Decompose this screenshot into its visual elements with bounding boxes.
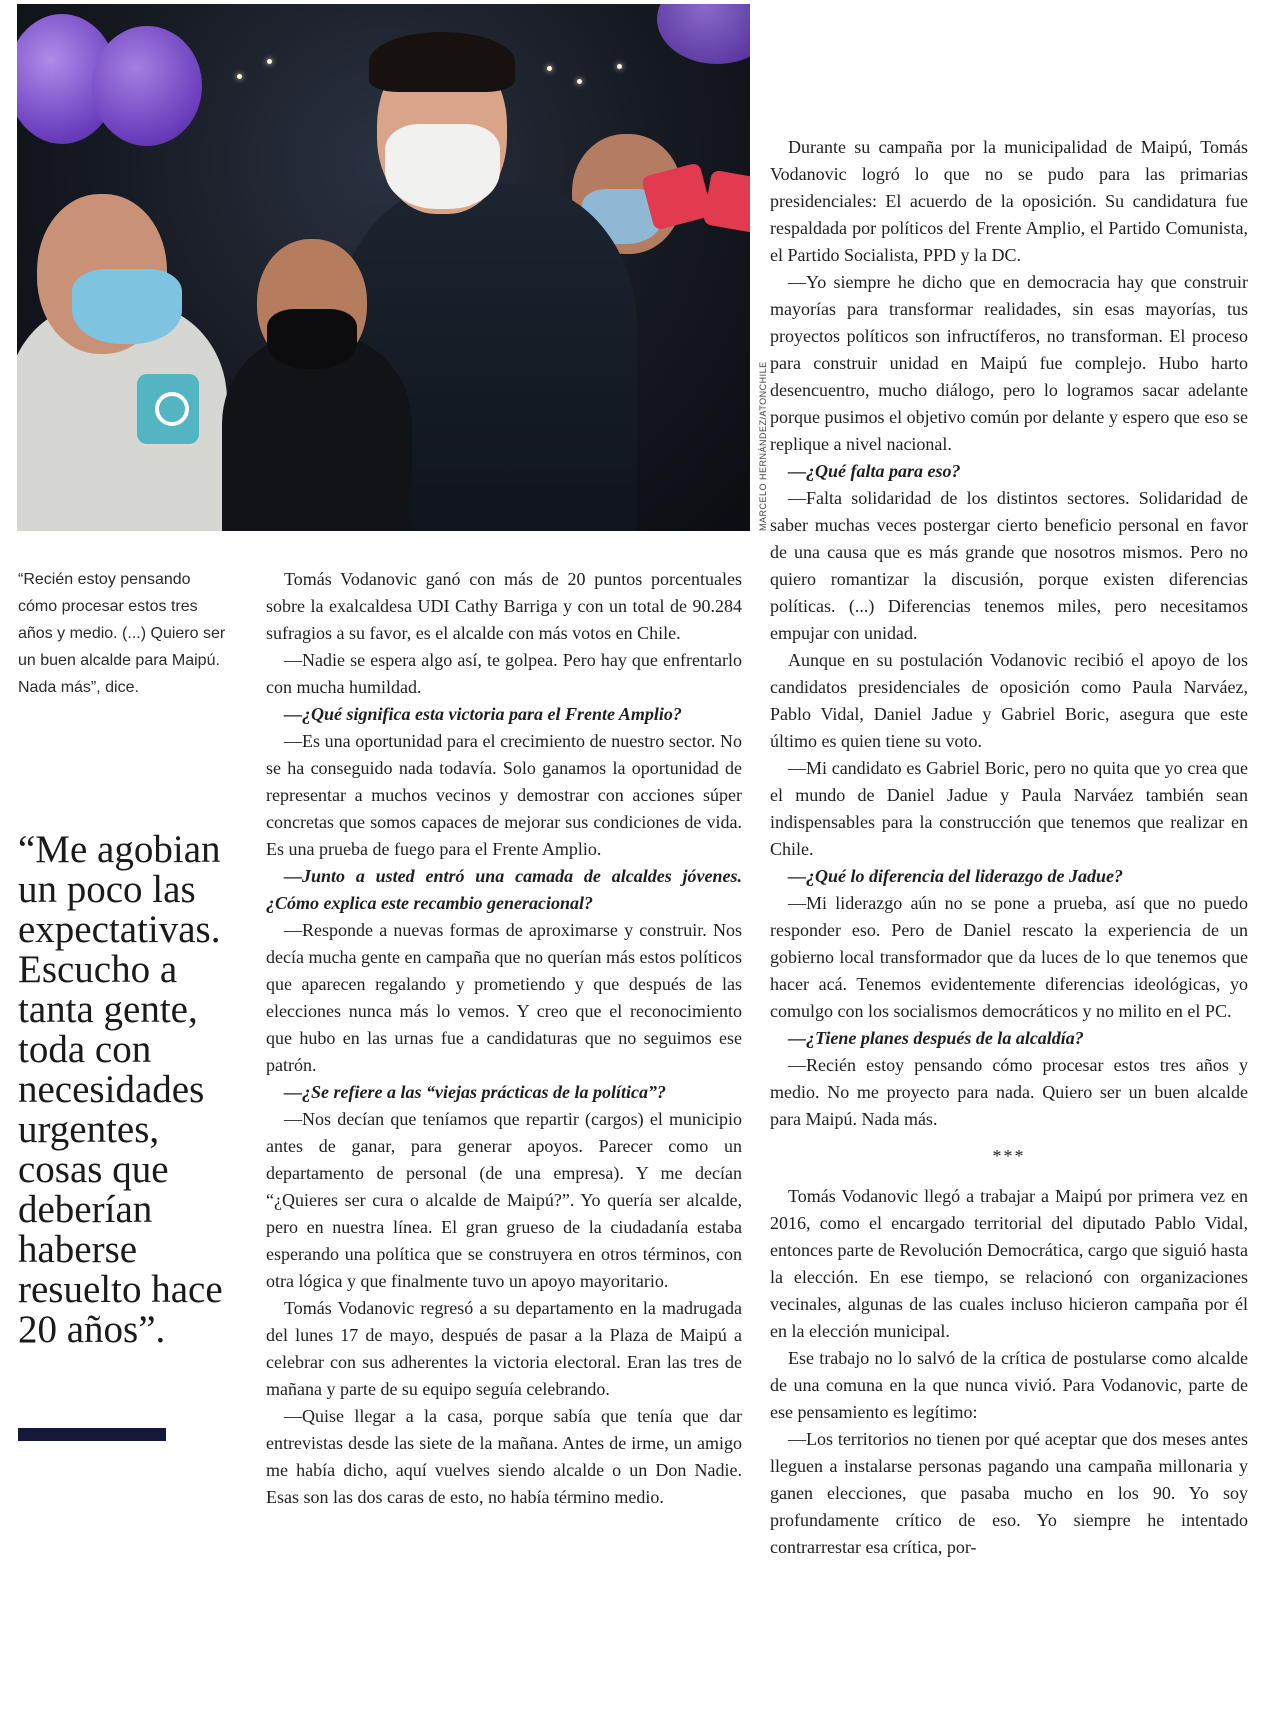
face-mask [385,124,500,209]
background-light [267,59,272,64]
paragraph: —Recién estoy pensando cómo procesar estos tres años y medio. No me proyecto para nada. Quiero ser un buen alcalde para Maipú. Nada más. [770,1055,1248,1129]
paragraph: —Quise llegar a la casa, porque sabía que tenía que dar entrevistas desde las siete de la mañana. Antes de irme, un amigo me había dicho, aquí vuelves siendo alcalde o un Don Nadie. Esas son las dos caras de esto, no había término medio. [266,1406,742,1507]
interview-question: —¿Se refiere a las “viejas prácticas de la política”? [284,1082,666,1102]
paragraph: Ese trabajo no lo salvó de la crítica de postularse como alcalde de una comuna en la que nunca vivió. Para Vodanovic, parte de ese pensamiento es legítimo: [770,1348,1248,1422]
pull-quote: “Me agobian un poco las expectativas. Escucho a tanta gente, toda con necesidades urgentes, cosas que deberían haberse resuelto hace 20 años”. [18,828,223,1351]
background-light [577,79,582,84]
background-light [237,74,242,79]
paragraph: Durante su campaña por la municipalidad de Maipú, Tomás Vodanovic logró lo que no se pudo para las primarias presidenciales: El acuerdo de la oposición. Su candidatura fue respaldada por políticos del Frente Amplio, el Partido Comunista, el Partido Socialista, PPD y la DC. [770,137,1248,265]
person-center-hair [369,32,515,92]
paragraph: —Los territorios no tienen por qué aceptar que dos meses antes lleguen a instalarse personas pagando una campaña millonaria y ganen elecciones, que pasaba mucho en los 90. Yo soy profundamente crítico de eso. Yo siempre he intentado contrarrestar esa crítica, por- [770,1429,1248,1557]
paragraph: —Nos decían que teníamos que repartir (cargos) el municipio antes de ganar, para generar apoyos. Parecer como un departamento de personal (de una empresa). Y me decían “¿Quieres ser cura o alcalde de Maipú?”. Yo quería ser alcalde, pero en nuestra línea. El gran grueso de la ciudadanía estaba esperando una política que se construyera en otros términos, con otra lógica y que finalmente tuvo un apoyo mayoritario. [266,1109,742,1291]
paragraph: Tomás Vodanovic regresó a su departamento en la madrugada del lunes 17 de mayo, después de pasar a la Plaza de Maipú a celebrar con sus adherentes la victoria electoral. Eran las tres de mañana y parte de su equipo seguía celebrando. [266,1298,742,1399]
paragraph: —Mi candidato es Gabriel Boric, pero no quita que yo crea que el mundo de Daniel Jadue y Paula Narváez también sean indispensables para la construcción que tenemos que realizar en Chile. [770,758,1248,859]
paragraph: —Es una oportunidad para el crecimiento de nuestro sector. No se ha conseguido nada todavía. Solo ganamos la oportunidad de representar a muchos vecinos y demostrar con acciones súper concretas que somos capaces de mejorar sus condiciones de vida. Es una prueba de fuego para el Frente Amplio. [266,731,742,859]
interview-question: —¿Qué lo diferencia del liderazgo de Jadue? [788,866,1123,886]
photo-caption: “Recién estoy pensando cómo procesar estos tres años y medio. (...) Quiero ser un buen alcalde para Maipú. Nada más”, dice. [18,571,226,696]
microphone-icon [137,374,199,444]
face-mask [267,309,357,369]
paragraph: —Nadie se espera algo así, te golpea. Pero hay que enfrentarlo con mucha humildad. [266,650,742,697]
microphone-icon [703,170,750,234]
paragraph: Tomás Vodanovic llegó a trabajar a Maipú por primera vez en 2016, como el encargado territorial del diputado Pablo Vidal, entonces parte de Revolución Democrática, cargo que siguió hasta la elección. En ese tiempo, se relacionó con organizaciones vecinales, algunas de las cuales incluso hicieron campaña por él en la elección municipal. [770,1186,1248,1341]
balloon [92,26,202,146]
interview-question: —Junto a usted entró una camada de alcaldes jóvenes. ¿Cómo explica este recambio generacional? [266,866,742,913]
accent-rule [18,1428,166,1441]
article-column-middle [266,566,742,1511]
paragraph: Aunque en su postulación Vodanovic recibió el apoyo de los candidatos presidenciales de oposición como Paula Narváez, Pablo Vidal, Daniel Jadue y Gabriel Boric, asegura que este último es quien tiene su voto. [770,650,1248,751]
interview-question: —¿Qué significa esta victoria para el Frente Amplio? [284,704,682,724]
paragraph: —Falta solidaridad de los distintos sectores. Solidaridad de saber muchas veces postergar cierto beneficio personal en favor de una causa que es más grande que nosotros mismos. Pero no quiero romantizar la discusión, porque existen diferencias políticas. (...) Diferencias tenemos miles, pero necesitamos empujar con unidad. [770,488,1248,643]
face-mask [72,269,182,344]
article-photo [17,4,750,531]
photo-credit: MARCELO HERNÁNDEZ/ATONCHILE [758,361,768,531]
interview-question: —¿Tiene planes después de la alcaldía? [788,1028,1084,1048]
paragraph: Tomás Vodanovic ganó con más de 20 puntos porcentuales sobre la exalcaldesa UDI Cathy Barriga y con un total de 90.284 sufragios a su favor, es el alcalde con más votos en Chile. [266,569,742,643]
background-light [547,66,552,71]
article-column-right [770,134,1248,1561]
paragraph: —Mi liderazgo aún no se pone a prueba, así que no puedo responder eso. Pero de Daniel rescato la experiencia de un gobierno local transformador que da luces de lo que tenemos que hacer acá. Tenemos evidentemente diferencias ideológicas, yo comulgo con los socialismos democráticos y no milito en el PC. [770,893,1248,1021]
balloon [657,4,750,64]
background-light [617,64,622,69]
interview-question: —¿Qué falta para eso? [788,461,961,481]
paragraph: —Yo siempre he dicho que en democracia hay que construir mayorías para transformar realidades, sin esas mayorías, tus proyectos políticos son infructíferos, no transforman. El proceso para construir unidad en Maipú fue complejo. Hubo harto desencuentro, mucho diálogo, pero lo logramos sacar adelante porque pusimos el objetivo común por delante y espero que eso se replique a nivel nacional. [770,272,1248,454]
paragraph: —Responde a nuevas formas de aproximarse y construir. Nos decía mucha gente en campaña que no querían más estos políticos que aparecen regalando y prometiendo y que después de las elecciones nunca más lo vemos. Y creo que el reconocimiento que hubo en las urnas fue a candidaturas que no seguimos ese patrón. [266,920,742,1075]
section-divider: *** [992,1146,1026,1166]
